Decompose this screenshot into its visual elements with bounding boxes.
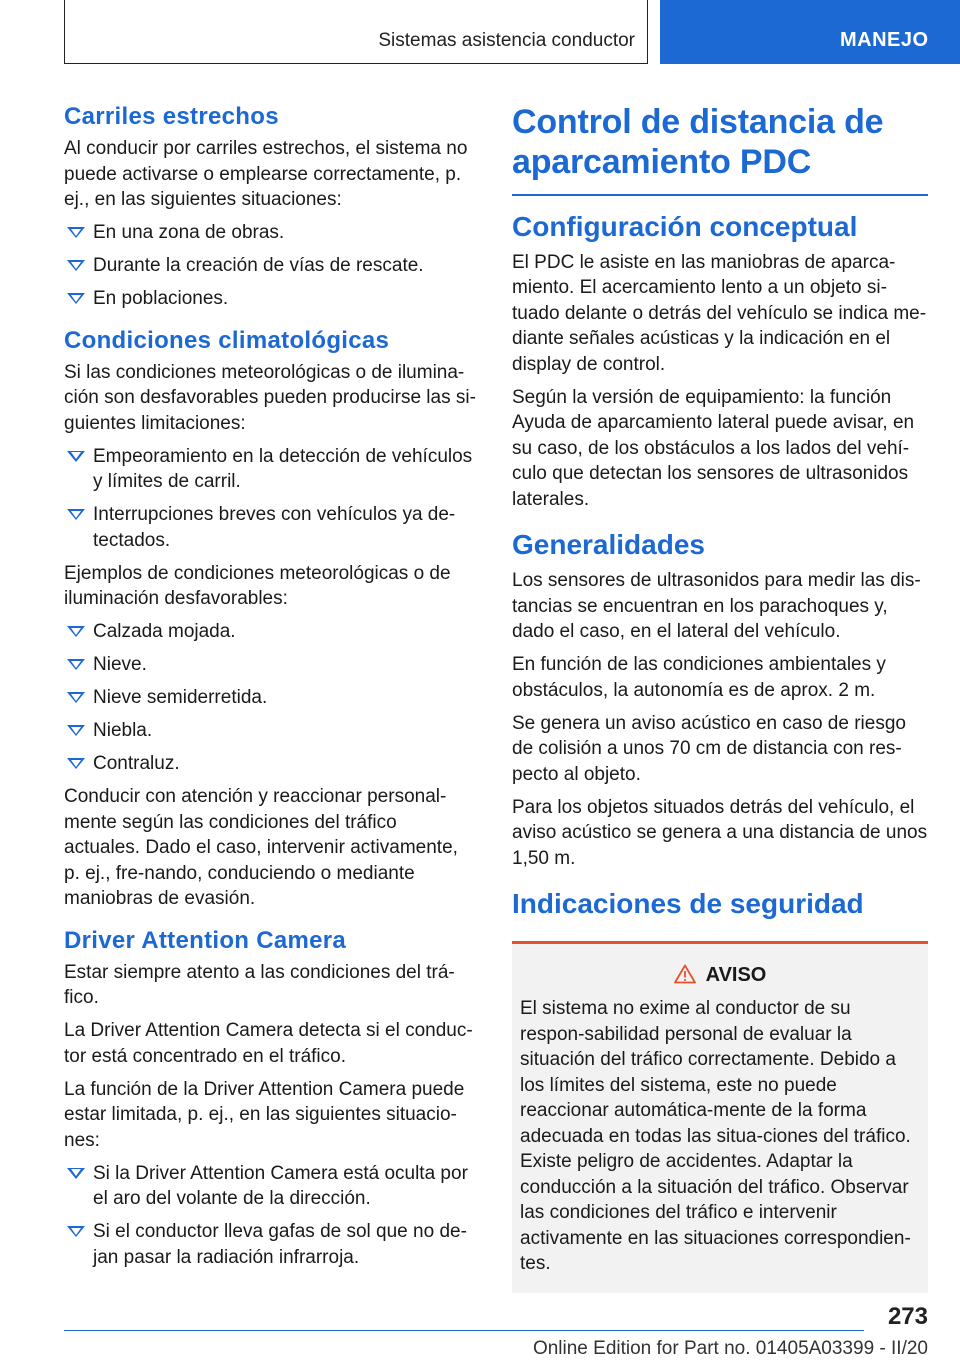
chapter-tab[interactable]: [660, 0, 960, 64]
camera-p3: La función de la Driver Attention Camera puede estar limitada, p. ej., en las siguientes situacio‐nes:: [64, 1078, 465, 1151]
right-column: [512, 100, 928, 1293]
bullet-triangle-icon: [67, 692, 85, 703]
concept-p2: Según la versión de equipamiento: la función Ayuda de aparcamiento lateral puede avisar, en su caso, de los obstáculos a los lados del vehí‐culo que detectan los sensores de ultrasonidos laterales.: [512, 386, 915, 510]
chapter-tab-label: MANEJO: [840, 29, 929, 51]
chapter-title-pdc: Control de distancia de aparcamiento PDC: [512, 103, 884, 181]
warning-header: [520, 964, 920, 990]
general-p1: Los sensores de ultrasonidos para medir las dis‐tancias se encuentran en los parachoques y, dado el caso, en el lateral del vehículo.: [512, 570, 921, 642]
bullet-triangle-icon: [67, 1168, 85, 1179]
edition-note: Online Edition for Part no. 01405A03399 - II/20: [532, 1338, 928, 1359]
list-item: Calzada mojada.: [64, 619, 478, 645]
weather-examples-list: [64, 619, 478, 777]
list-item: Nieve.: [64, 652, 478, 678]
header-section-box: [64, 0, 648, 64]
list-item: Contraluz.: [64, 751, 478, 777]
list-item: Nieve semiderretida.: [64, 685, 478, 711]
warning-text: El sistema no exime al conductor de su respon‐sabilidad personal de evaluar la situación del tráfico correctamente. Debido a los límites del sistema, este no puede reaccionar automática‐mente de la forma adecuada en todas las situa‐ciones del tráfico. Existe peligro de accidentes. Adaptar la conducción a la situación del tráfico. Observar las condiciones del tráfico e intervenir activamente en las situaciones correspondien‐tes.: [520, 998, 911, 1274]
list-item: Si la Driver Attention Camera está oculta por el aro del volante de la dirección.: [64, 1161, 478, 1212]
camera-p2: La Driver Attention Camera detecta si el conduc‐tor está concentrado en el tráfico.: [64, 1020, 473, 1067]
bullet-triangle-icon: [67, 451, 85, 462]
section-title: Sistemas asistencia conductor: [378, 30, 635, 51]
camera-limitations-list: [64, 1161, 478, 1271]
list-item: Interrupciones breves con vehículos ya de‐tectados.: [64, 502, 478, 553]
weather-limitations-list: [64, 444, 478, 554]
bullet-triangle-icon: [67, 509, 85, 520]
list-item: En una zona de obras.: [64, 220, 478, 246]
list-item: En poblaciones.: [64, 286, 478, 312]
footer-divider: [64, 1330, 864, 1331]
title-divider: [512, 194, 928, 196]
warning-triangle-icon: [674, 964, 696, 990]
warning-box: [512, 941, 928, 1293]
heading-general: Generalidades: [512, 529, 705, 560]
weather-intro: Si las condiciones meteorológicas o de ilumina‐ción son desfavorables pueden producirse las si‐guientes limitaciones:: [64, 361, 476, 434]
camera-p1: Estar siempre atento a las condiciones del trá‐fico.: [64, 961, 455, 1008]
list-item: Niebla.: [64, 718, 478, 744]
bullet-triangle-icon: [67, 293, 85, 304]
heading-safety: Indicaciones de seguridad: [512, 888, 864, 919]
general-p3: Se genera un aviso acústico en caso de riesgo de colisión a unos 70 cm de distancia con res‐pecto al objeto.: [512, 712, 906, 785]
general-p2: En función de las condiciones ambientales y obstáculos, la autonomía es de aprox. 2 m.: [512, 654, 886, 701]
heading-driver-attention-camera: Driver Attention Camera: [64, 926, 347, 954]
heading-concept: Configuración conceptual: [512, 210, 858, 242]
page-number: 273: [887, 1303, 928, 1330]
narrow-lanes-list: [64, 220, 478, 312]
bullet-triangle-icon: [67, 260, 85, 271]
list-item: Si el conductor lleva gafas de sol que no de‐jan pasar la radiación infrarroja.: [64, 1219, 478, 1270]
warning-label: AVISO: [705, 964, 767, 986]
weather-examples-intro: Ejemplos de condiciones meteorológicas o de iluminación desfavorables:: [64, 562, 451, 609]
bullet-triangle-icon: [67, 659, 85, 670]
bullet-triangle-icon: [67, 758, 85, 769]
bullet-triangle-icon: [67, 1226, 85, 1237]
bullet-triangle-icon: [67, 725, 85, 736]
narrow-lanes-intro: Al conducir por carriles estrechos, el sistema no puede activarse o emplearse correctamente, p. ej., en las siguientes situaciones:: [64, 138, 468, 210]
bullet-triangle-icon: [67, 227, 85, 238]
weather-outro: Conducir con atención y reaccionar personal‐mente según las condiciones del tráfico actuales. Dado el caso, intervenir activamente, p. ej., fre‐nando, conduciendo o mediante maniobras de evasión.: [64, 786, 458, 909]
bullet-triangle-icon: [67, 626, 85, 637]
list-item: Durante la creación de vías de rescate.: [64, 253, 478, 279]
concept-p1: El PDC le asiste en las maniobras de aparca‐miento. El acercamiento lento a un objeto si‐tuado delante o detrás del vehículo se indica me‐diante señales acústicas y la indicación en el display de control.: [512, 251, 927, 375]
heading-weather: Condiciones climatológicas: [64, 326, 390, 354]
heading-narrow-lanes: Carriles estrechos: [64, 103, 279, 130]
general-p4: Para los objetos situados detrás del vehículo, el aviso acústico se genera a una distancia de unos 1,50 m.: [512, 796, 928, 869]
left-column: [64, 100, 478, 1278]
list-item: Empeoramiento en la detección de vehículos y límites de carril.: [64, 444, 478, 495]
